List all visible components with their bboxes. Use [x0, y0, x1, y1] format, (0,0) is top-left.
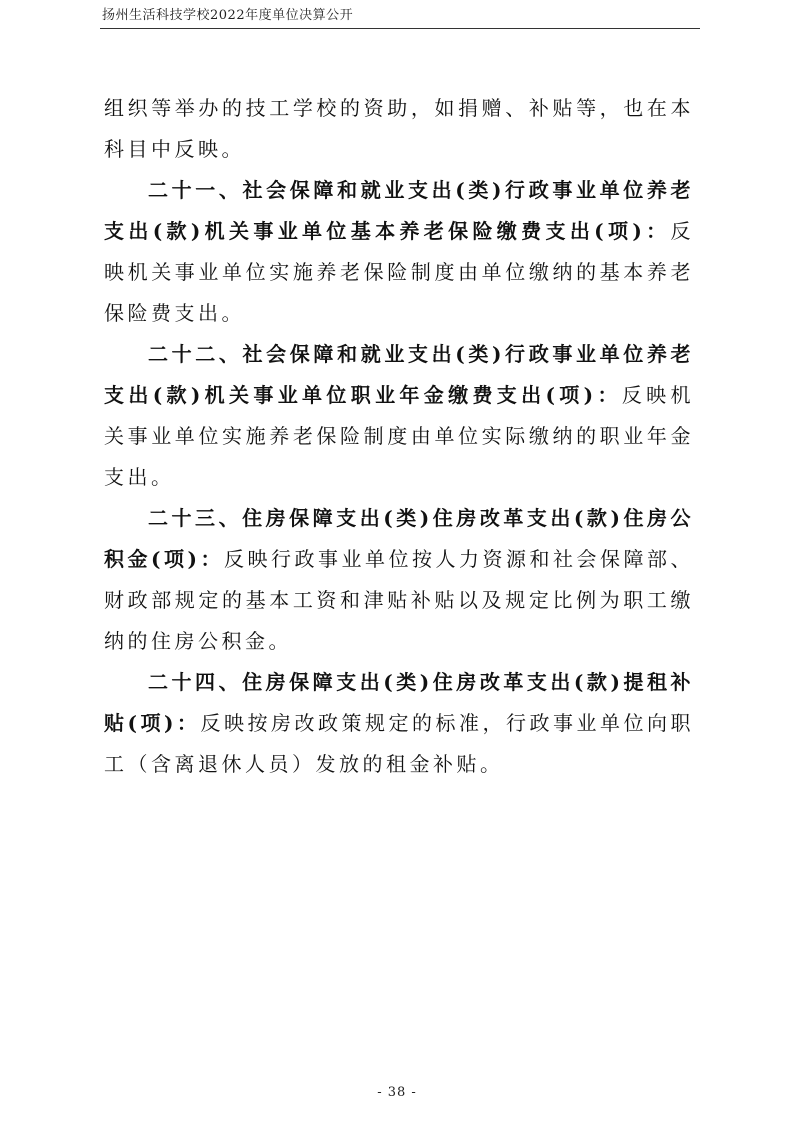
- paragraph-body: 反映行政事业单位按人力资源和社会保障部、财政部规定的基本工资和津贴补贴以及规定比例为职工缴纳的住房公积金。: [104, 547, 695, 653]
- paragraph-continuation: [104, 88, 694, 170]
- header-rule: [100, 28, 700, 29]
- paragraph-item-22: [104, 334, 694, 498]
- document-body: [104, 88, 694, 785]
- paragraph-heading: 二十四、住房保障支出(类)住房改革支出(款)提租补贴(项)：: [104, 670, 694, 735]
- paragraph-body: 组织等举办的技工学校的资助，如捐赠、补贴等，也在本科目中反映。: [104, 96, 694, 161]
- paragraph-item-23: [104, 498, 694, 662]
- paragraph-heading: 二十二、社会保障和就业支出(类)行政事业单位养老支出(款)机关事业单位职业年金缴费支出(项)：: [104, 342, 694, 407]
- paragraph-body: 反映机关事业单位实施养老保险制度由单位缴纳的基本养老保险费支出。: [104, 219, 694, 325]
- paragraph-heading: 二十一、社会保障和就业支出(类)行政事业单位养老支出(款)机关事业单位基本养老保险缴费支出(项)：: [104, 178, 694, 243]
- page-number: - 38 -: [377, 1085, 417, 1100]
- paragraph-item-21: [104, 170, 694, 334]
- page-header-title: 扬州生活科技学校2022年度单位决算公开: [102, 8, 354, 23]
- paragraph-body: 反映机关事业单位实施养老保险制度由单位实际缴纳的职业年金支出。: [104, 383, 695, 489]
- paragraph-body: 反映按房改政策规定的标准，行政事业单位向职工（含离退休人员）发放的租金补贴。: [104, 711, 695, 776]
- paragraph-heading: 二十三、住房保障支出(类)住房改革支出(款)住房公积金(项)：: [104, 506, 694, 571]
- paragraph-item-24: [104, 662, 694, 785]
